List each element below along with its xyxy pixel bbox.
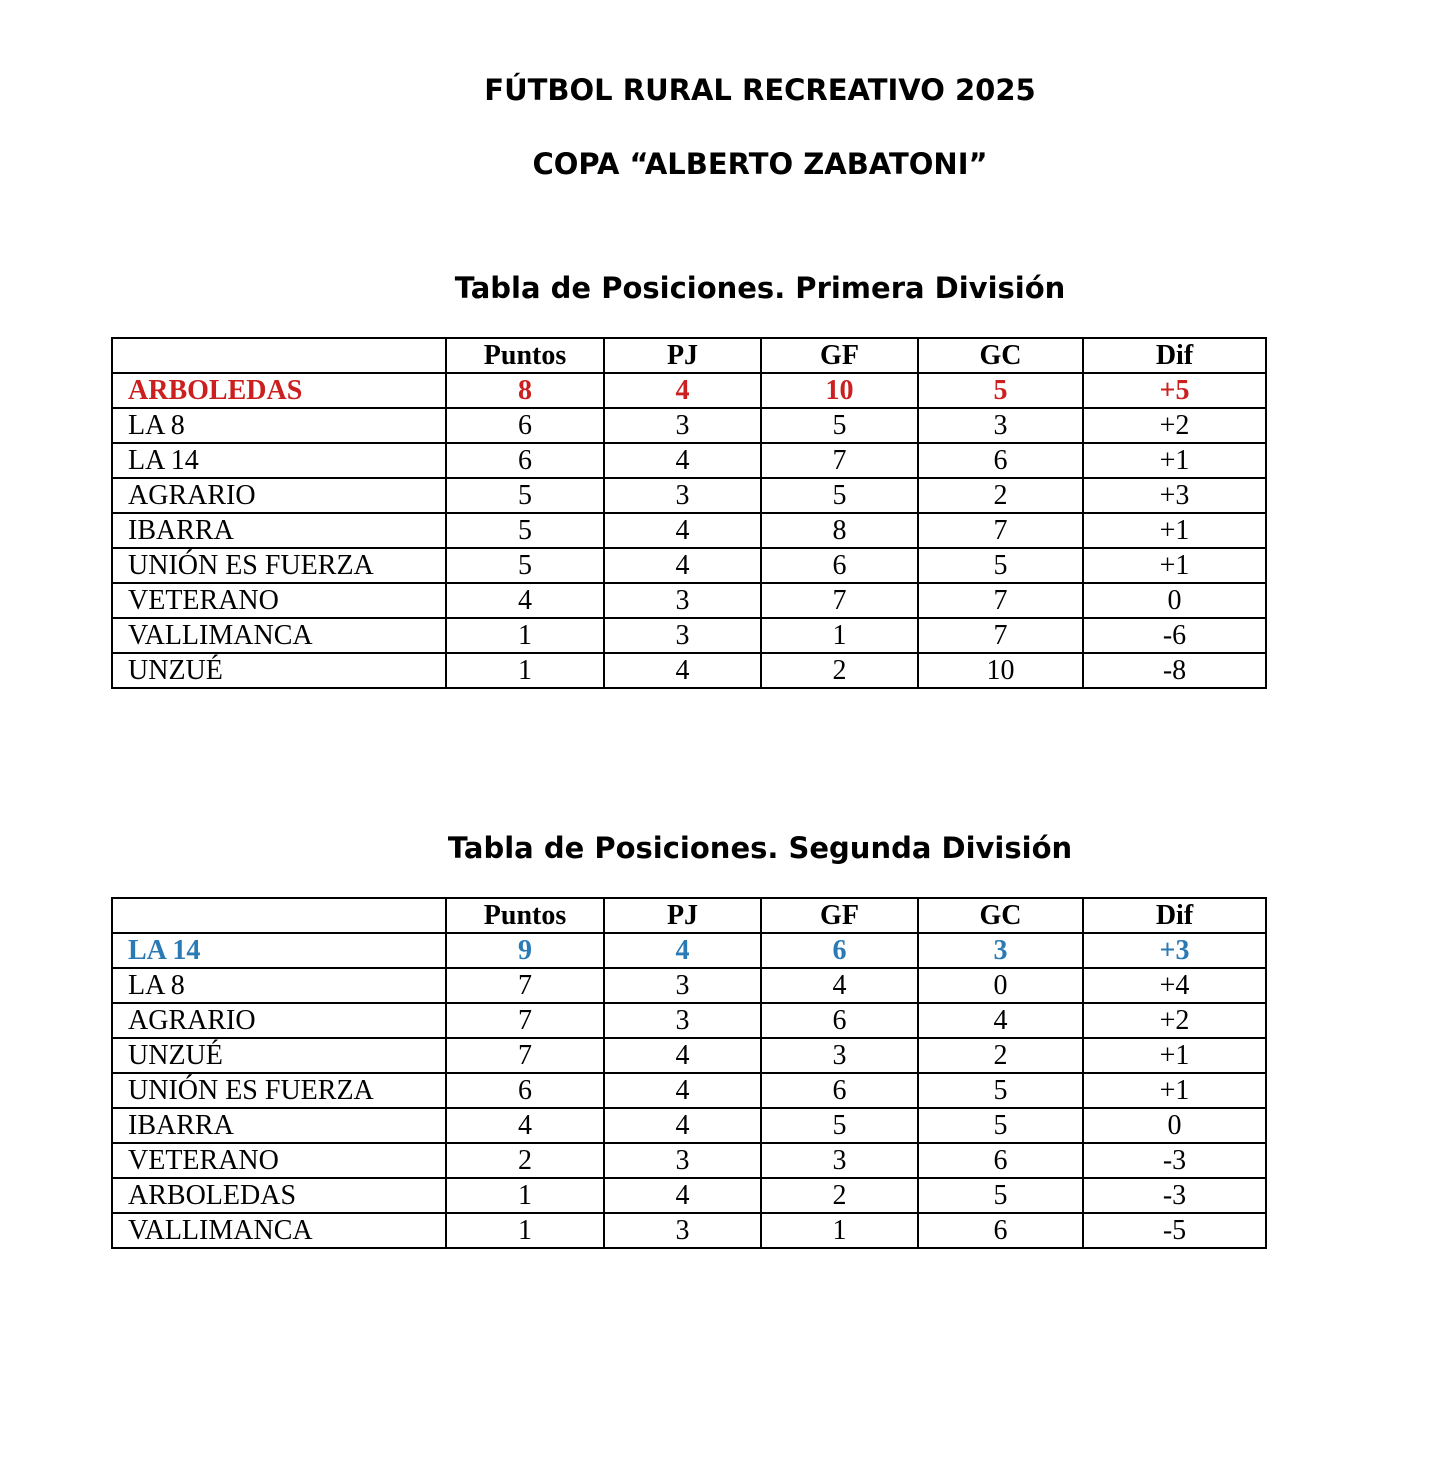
puntos-cell: 5	[446, 478, 604, 513]
gf-cell: 6	[761, 1003, 918, 1038]
division2-standings-table	[111, 897, 1267, 1249]
gc-cell: 3	[918, 933, 1083, 968]
puntos-cell: 7	[446, 1003, 604, 1038]
gc-cell: 0	[918, 968, 1083, 1003]
division2-title: Tabla de Posiciones. Segunda División	[447, 831, 1073, 865]
gf-cell: 1	[761, 1213, 918, 1248]
team-cell: AGRARIO	[112, 1003, 446, 1038]
pj-cell: 4	[604, 933, 761, 968]
header-gc: GC	[918, 898, 1083, 933]
gc-cell: 6	[918, 1143, 1083, 1178]
dif-cell: -6	[1083, 618, 1266, 653]
pj-cell: 4	[604, 548, 761, 583]
gc-cell: 6	[918, 443, 1083, 478]
pj-cell: 4	[604, 1038, 761, 1073]
pj-cell: 4	[604, 513, 761, 548]
team-cell: VETERANO	[112, 583, 446, 618]
puntos-cell: 6	[446, 443, 604, 478]
team-cell: UNIÓN ES FUERZA	[112, 548, 446, 583]
gf-cell: 8	[761, 513, 918, 548]
dif-cell: +3	[1083, 933, 1266, 968]
dif-cell: +1	[1083, 1038, 1266, 1073]
table-row	[112, 478, 1266, 513]
pj-cell: 3	[604, 478, 761, 513]
pj-cell: 4	[604, 1108, 761, 1143]
page-title: FÚTBOL RURAL RECREATIVO 2025	[484, 73, 1036, 107]
pj-cell: 3	[604, 618, 761, 653]
header-pj: PJ	[604, 898, 761, 933]
pj-cell: 3	[604, 968, 761, 1003]
puntos-cell: 7	[446, 968, 604, 1003]
table-row	[112, 1143, 1266, 1178]
gc-cell: 7	[918, 513, 1083, 548]
puntos-cell: 5	[446, 513, 604, 548]
table-row	[112, 1108, 1266, 1143]
gf-cell: 5	[761, 1108, 918, 1143]
gc-cell: 5	[918, 1178, 1083, 1213]
gf-cell: 7	[761, 583, 918, 618]
puntos-cell: 4	[446, 1108, 604, 1143]
puntos-cell: 6	[446, 408, 604, 443]
table-row	[112, 1003, 1266, 1038]
pj-cell: 3	[604, 1143, 761, 1178]
gf-cell: 5	[761, 408, 918, 443]
gf-cell: 3	[761, 1038, 918, 1073]
header-gc: GC	[918, 338, 1083, 373]
pj-cell: 3	[604, 1213, 761, 1248]
dif-cell: +1	[1083, 1073, 1266, 1108]
puntos-cell: 5	[446, 548, 604, 583]
dif-cell: 0	[1083, 583, 1266, 618]
gf-cell: 6	[761, 548, 918, 583]
gc-cell: 7	[918, 618, 1083, 653]
team-cell: IBARRA	[112, 1108, 446, 1143]
table-row	[112, 933, 1266, 968]
table-row	[112, 618, 1266, 653]
team-cell: VALLIMANCA	[112, 618, 446, 653]
dif-cell: +4	[1083, 968, 1266, 1003]
gc-cell: 5	[918, 1108, 1083, 1143]
header-puntos: Puntos	[446, 338, 604, 373]
gc-cell: 2	[918, 478, 1083, 513]
table-row	[112, 1073, 1266, 1108]
dif-cell: 0	[1083, 1108, 1266, 1143]
team-cell: VETERANO	[112, 1143, 446, 1178]
puntos-cell: 7	[446, 1038, 604, 1073]
header-team	[112, 898, 446, 933]
table-row	[112, 408, 1266, 443]
header-puntos: Puntos	[446, 898, 604, 933]
team-cell: LA 8	[112, 408, 446, 443]
gc-cell: 3	[918, 408, 1083, 443]
pj-cell: 4	[604, 443, 761, 478]
dif-cell: +1	[1083, 548, 1266, 583]
header-pj: PJ	[604, 338, 761, 373]
dif-cell: -3	[1083, 1178, 1266, 1213]
gf-cell: 10	[761, 373, 918, 408]
pj-cell: 4	[604, 1073, 761, 1108]
dif-cell: +1	[1083, 513, 1266, 548]
team-cell: UNZUÉ	[112, 1038, 446, 1073]
gc-cell: 5	[918, 1073, 1083, 1108]
team-cell: ARBOLEDAS	[112, 1178, 446, 1213]
pj-cell: 4	[604, 653, 761, 688]
dif-cell: +1	[1083, 443, 1266, 478]
pj-cell: 4	[604, 373, 761, 408]
header-gf: GF	[761, 338, 918, 373]
table-header-row	[112, 338, 1266, 373]
puntos-cell: 6	[446, 1073, 604, 1108]
puntos-cell: 8	[446, 373, 604, 408]
dif-cell: +3	[1083, 478, 1266, 513]
pj-cell: 3	[604, 583, 761, 618]
dif-cell: -8	[1083, 653, 1266, 688]
table-row	[112, 1213, 1266, 1248]
team-cell: LA 14	[112, 443, 446, 478]
gf-cell: 4	[761, 968, 918, 1003]
table-row	[112, 373, 1266, 408]
table-row	[112, 1038, 1266, 1073]
gf-cell: 2	[761, 1178, 918, 1213]
puntos-cell: 1	[446, 618, 604, 653]
division1-title: Tabla de Posiciones. Primera División	[454, 271, 1066, 305]
table-row	[112, 653, 1266, 688]
table-row	[112, 968, 1266, 1003]
dif-cell: -5	[1083, 1213, 1266, 1248]
puntos-cell: 1	[446, 1178, 604, 1213]
gf-cell: 6	[761, 1073, 918, 1108]
team-cell: AGRARIO	[112, 478, 446, 513]
dif-cell: +2	[1083, 1003, 1266, 1038]
gf-cell: 2	[761, 653, 918, 688]
team-cell: IBARRA	[112, 513, 446, 548]
table-row	[112, 1178, 1266, 1213]
header-gf: GF	[761, 898, 918, 933]
gc-cell: 4	[918, 1003, 1083, 1038]
header-dif: Dif	[1083, 338, 1266, 373]
header-dif: Dif	[1083, 898, 1266, 933]
table-row	[112, 443, 1266, 478]
gc-cell: 6	[918, 1213, 1083, 1248]
gf-cell: 3	[761, 1143, 918, 1178]
gc-cell: 2	[918, 1038, 1083, 1073]
dif-cell: +2	[1083, 408, 1266, 443]
dif-cell: -3	[1083, 1143, 1266, 1178]
team-cell: VALLIMANCA	[112, 1213, 446, 1248]
puntos-cell: 1	[446, 1213, 604, 1248]
gc-cell: 5	[918, 548, 1083, 583]
header-team	[112, 338, 446, 373]
gc-cell: 10	[918, 653, 1083, 688]
team-cell: LA 8	[112, 968, 446, 1003]
team-cell: LA 14	[112, 933, 446, 968]
division1-standings-table	[111, 337, 1267, 689]
puntos-cell: 2	[446, 1143, 604, 1178]
team-cell: UNZUÉ	[112, 653, 446, 688]
gf-cell: 1	[761, 618, 918, 653]
cup-title: COPA “ALBERTO ZABATONI”	[532, 147, 988, 181]
table-row	[112, 513, 1266, 548]
pj-cell: 3	[604, 408, 761, 443]
table-row	[112, 583, 1266, 618]
gf-cell: 7	[761, 443, 918, 478]
dif-cell: +5	[1083, 373, 1266, 408]
gf-cell: 5	[761, 478, 918, 513]
team-cell: ARBOLEDAS	[112, 373, 446, 408]
puntos-cell: 1	[446, 653, 604, 688]
puntos-cell: 9	[446, 933, 604, 968]
table-row	[112, 548, 1266, 583]
table-header-row	[112, 898, 1266, 933]
gc-cell: 5	[918, 373, 1083, 408]
team-cell: UNIÓN ES FUERZA	[112, 1073, 446, 1108]
gf-cell: 6	[761, 933, 918, 968]
pj-cell: 3	[604, 1003, 761, 1038]
pj-cell: 4	[604, 1178, 761, 1213]
puntos-cell: 4	[446, 583, 604, 618]
gc-cell: 7	[918, 583, 1083, 618]
